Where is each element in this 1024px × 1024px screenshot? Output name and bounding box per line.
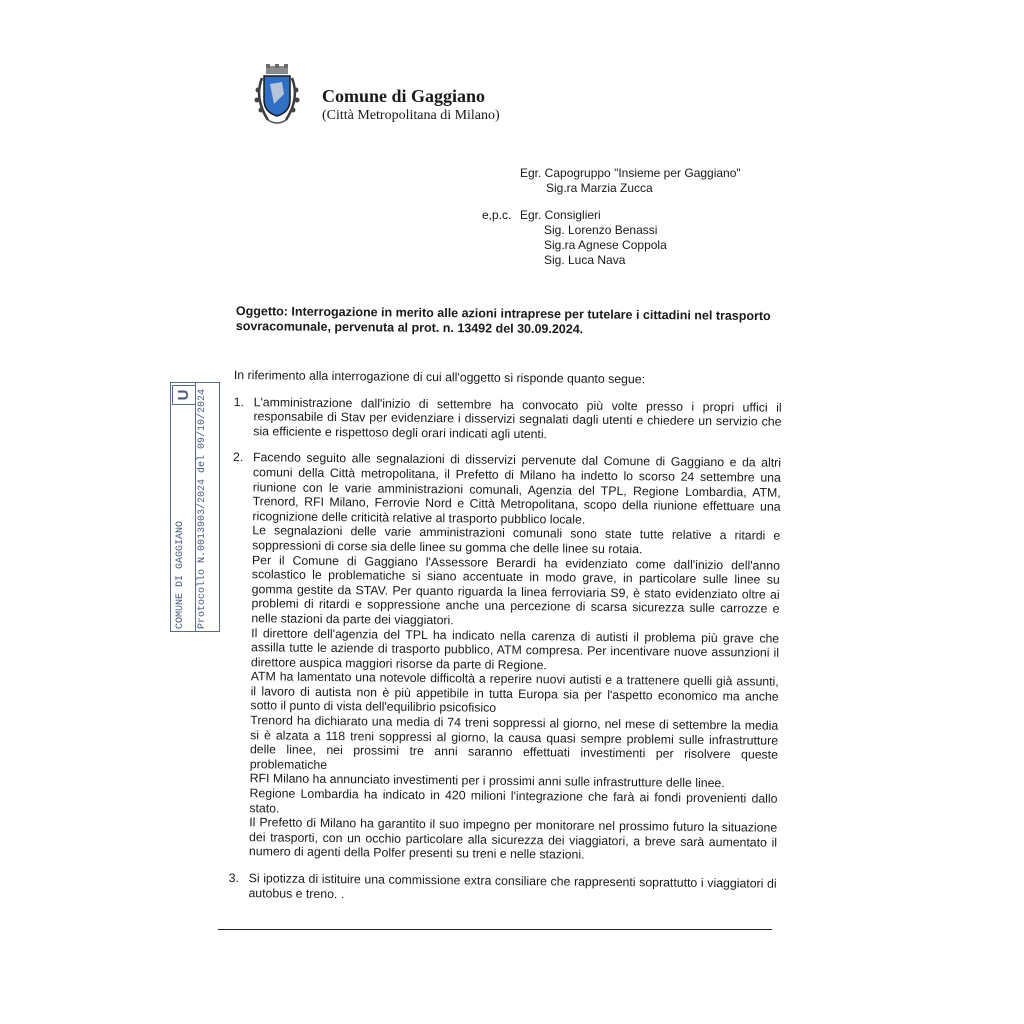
cc-recipient: Sig.ra Agnese Coppola [544,238,667,252]
item-paragraph: Regione Lombardia ha indicato in 420 milioni l'integrazione che farà ai fondi provenienti dallo stato. [249,786,778,816]
item-paragraph: Facendo seguito alle segnalazioni di disservizi pervenute dal Comune di Gaggiano e da altri comuni della Città metropolitana, il Prefetto di Milano ha indetto lo scorso 24 settembre una riunione con le varie amministrazioni comunali, Agenzia del TPL, Regione Lombardia, ATM, Trenord, RFI Milano, Ferrovie Nord e Città Metropolitana, scopo della riunione effettuare una ricognizione delle criticità relative al trasporto pubblico locale. [252,450,782,527]
stamp-municipality: COMUNE DI GAGGIANO [175,520,186,629]
intro-paragraph: In riferimento alla interrogazione di cui all'oggetto si risponde quanto segue: [233,368,646,387]
item-paragraph: RFI Milano ha annunciato investimenti per i prossimi anni sulle infrastrutture delle linee. [249,771,725,791]
cc-label: e,p.c. [482,208,512,222]
item-paragraph: Le segnalazioni delle varie amministrazioni comunali sono state tutte relative a ritardi e soppressioni di corse sia delle linee su gomma che delle linee su rotaia. [252,523,781,557]
item-paragraph: ATM ha lamentato una notevole difficoltà a reperire nuovi autisti e a trattenere quelli già assunti, il lavoro di autista non è più appetibile in tutta Europa sia per l'aspetto economico ma anche sotto il punto di vista dell'equilibrio psicofisico [250,669,779,716]
item-number: 2. [232,450,244,465]
item-paragraph: Trenord ha dichiarato una media di 74 treni soppressi al giorno, nel mese di settembre la media si è alzata a 118 treni soppressi al giorno, la causa quasi sempre problemi sulle infrastrutture delle linee, nei prossimi tre anni saranno effettuati investimenti per risolvere queste problematiche [249,713,779,772]
item-paragraph: Il Prefetto di Milano ha garantito il suo impegno per monitorare nel prossimo futuro la situazione dei trasporti, con un occhio particolare alla sicurezza dei viaggiatori, a breve sarà aumentato il numero di agenti della Polfer presenti su treni e nelle stazioni. [248,815,778,863]
recipient-name: Sig.ra Marzia Zucca [546,181,653,195]
item-text [253,395,781,444]
subject-line: Oggetto: Interrogazione in merito alle azioni intraprese per tutelare i cittadini nel trasporto sovracomunale, pervenuta al prot. n. 13492 del 30.09.2024. [235,304,771,337]
item-text [248,871,776,906]
item-number: 3. [228,870,239,886]
item-paragraph: Il direttore dell'agenzia del TPL ha indicato nella carenza di autisti il problema più grave che assilla tutte le aziende di trasporto pubblico, ATM compresa. Per incentivare nuove assunzioni il direttore auspica maggiori risorse da parte di Regione. [250,625,780,672]
cc-recipient: Sig. Luca Nava [544,253,626,267]
list-item [229,450,781,864]
stamp-protocol-number: Protocollo N.0013903/2024 del 09/10/2024 [197,388,208,629]
item-text [249,451,781,865]
cc-recipient: Sig. Lorenzo Benassi [544,223,658,237]
item-paragraph: Per il Comune di Gaggiano l'Assessore Berardi ha evidenziato come dall'inizio dell'anno scolastico le problematiche si siano accentuate in modo grave, in particolare sulle linee su gomma gestite da STAV. Per quanto riguarda la linea ferroviaria S9, è stato evidenziato oltre ai problemi di ritardi e soppressione anche una percezione di scarsa sicurezza sulle carrozze e nelle stazioni da parte dei viaggiatori. [251,552,781,628]
stamp-divider [195,383,196,631]
item-number: 1. [233,394,244,409]
protocol-stamp [170,382,220,632]
cc-recipients-heading: Egr. Consiglieri [520,208,601,222]
list-item [228,871,776,906]
protocol-stamp-content [171,383,219,631]
recipient-line: Egr. Capogruppo "Insieme per Gaggiano" [520,166,741,180]
footer-divider [218,929,772,930]
list-item [233,395,781,445]
item-paragraph: L'amministrazione dall'inizio di settembre ha convocato più volte presso i propri uffici il responsabile di Stav per evidenziare i disservizi segnalati dagli utenti e chiedere un servizio che sia efficiente e rispettoso degli orari indicati agli utenti. [253,394,782,442]
municipality-subtitle: (Città Metropolitana di Milano) [322,108,500,123]
stamp-direction-letter: U [172,385,196,405]
municipality-name: Comune di Gaggiano [322,86,486,106]
letter-body [228,368,782,918]
item-paragraph: Si ipotizza di istituire una commissione extra consiliare che rappresenti soprattutto i viaggiatori di autobus e treno. . [248,871,777,901]
municipal-coat-of-arms [252,64,302,126]
